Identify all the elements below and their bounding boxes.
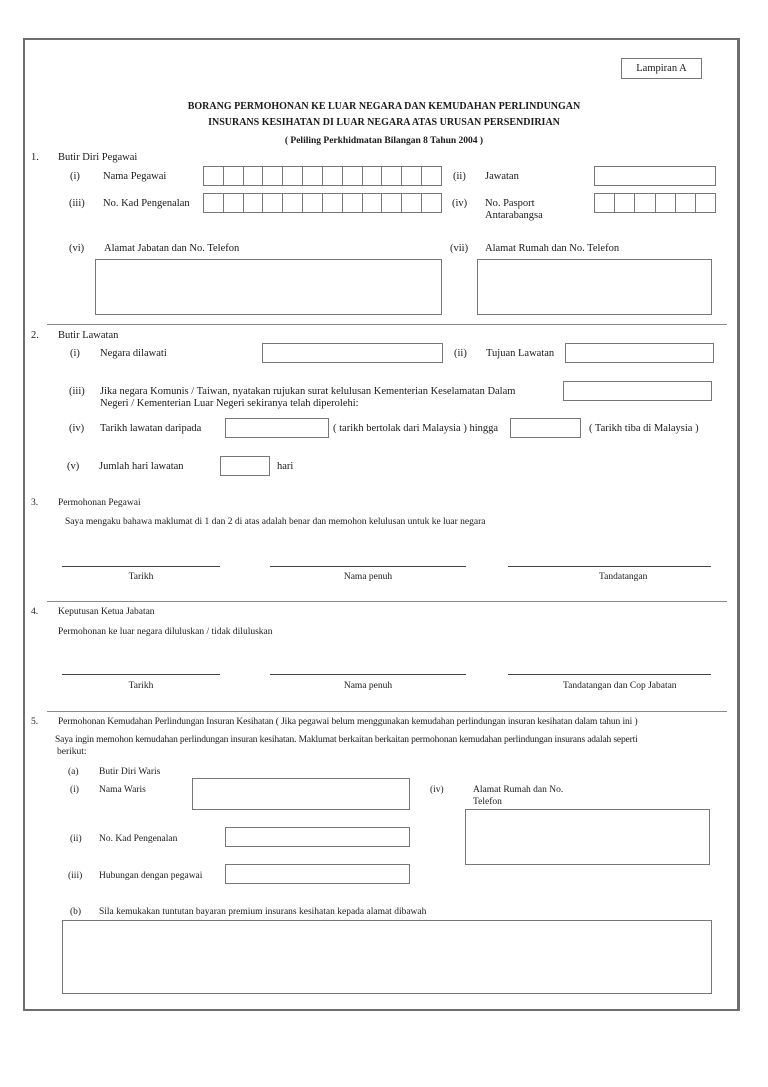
s2-i-num: (i) xyxy=(70,348,80,359)
s2-negara-label: Negara dilawati xyxy=(100,348,167,359)
s5-butir-waris-label: Butir Diri Waris xyxy=(99,767,161,777)
s1-iv-num: (iv) xyxy=(452,198,468,209)
s2-hari-unit: hari xyxy=(277,461,294,472)
char-cell[interactable] xyxy=(656,194,676,212)
form-title-line2: INSURANS KESIHATAN DI LUAR NEGARA ATAS URUSAN PERSENDIRIAN xyxy=(208,117,560,128)
s1-ii-num: (ii) xyxy=(453,171,466,182)
s5-iv-num: (iv) xyxy=(430,785,444,795)
lampiran-label: Lampiran A xyxy=(636,63,687,74)
lampiran-badge xyxy=(621,58,702,79)
form-title-line1: BORANG PERMOHONAN KE LUAR NEGARA DAN KEMUDAHAN PERLINDUNGAN xyxy=(187,101,581,112)
s5-kad-label: No. Kad Pengenalan xyxy=(99,834,178,844)
jawatan-field[interactable] xyxy=(594,166,716,186)
section2-heading: Butir Lawatan xyxy=(58,330,119,341)
form-subtitle: ( Peliling Perkhidmatan Bilangan 8 Tahun 2004 ) xyxy=(284,136,484,146)
s1-vii-num: (vii) xyxy=(450,243,469,254)
s5-alamat-label-1: Alamat Rumah dan No. xyxy=(473,785,564,795)
char-cell[interactable] xyxy=(244,194,264,212)
nama-waris-field[interactable] xyxy=(192,778,410,810)
char-cell[interactable] xyxy=(696,194,715,212)
s2-tiba-note: ( Tarikh tiba di Malaysia ) xyxy=(589,423,699,434)
section4-statement: Permohonan ke luar negara diluluskan / tidak diluluskan xyxy=(58,627,273,637)
s1-kad-pengenalan-label: No. Kad Pengenalan xyxy=(103,198,190,209)
char-cell[interactable] xyxy=(363,167,383,185)
char-cell[interactable] xyxy=(224,194,244,212)
s2-komunis-label-2: Negeri / Kementerian Luar Negeri sekiranya telah diperolehi: xyxy=(100,398,359,409)
jumlah-hari-field[interactable] xyxy=(220,456,270,476)
s4-tandatangan-label: Tandatangan dan Cop Jabatan xyxy=(563,681,677,691)
tarikh-tiba-field[interactable] xyxy=(510,418,581,438)
s1-alamat-jabatan-label: Alamat Jabatan dan No. Telefon xyxy=(104,243,240,254)
char-cell[interactable] xyxy=(363,194,383,212)
hubungan-field[interactable] xyxy=(225,864,410,884)
section1-heading: Butir Diri Pegawai xyxy=(58,152,138,163)
tandatangan-sign-line[interactable] xyxy=(508,566,711,567)
char-cell[interactable] xyxy=(323,167,343,185)
char-cell[interactable] xyxy=(402,194,422,212)
divider xyxy=(47,711,727,712)
s1-jawatan-label: Jawatan xyxy=(485,171,519,182)
alamat-tuntutan-field[interactable] xyxy=(62,920,712,994)
s4-nama-label: Nama penuh xyxy=(343,681,393,691)
char-cell[interactable] xyxy=(224,167,244,185)
s1-vi-num: (vi) xyxy=(69,243,85,254)
alamat-jabatan-field[interactable] xyxy=(95,259,442,315)
char-cell[interactable] xyxy=(204,194,224,212)
s1-pasport-label-2: Antarabangsa xyxy=(485,210,543,221)
char-cell[interactable] xyxy=(263,194,283,212)
s5-a-num: (a) xyxy=(68,767,79,777)
waris-kad-pengenalan-field[interactable] xyxy=(225,827,410,847)
s1-iii-num: (iii) xyxy=(69,198,85,209)
divider xyxy=(47,324,727,325)
s5-tuntutan-label: Sila kemukakan tuntutan bayaran premium insurans kesihatan kepada alamat dibawah xyxy=(99,907,427,917)
s2-tujuan-label: Tujuan Lawatan xyxy=(486,348,555,359)
s2-tarikh-label: Tarikh lawatan daripada xyxy=(100,423,202,434)
s3-tarikh-label: Tarikh xyxy=(128,572,154,582)
section4-number: 4. xyxy=(31,607,39,617)
char-cell[interactable] xyxy=(343,167,363,185)
section2-number: 2. xyxy=(31,330,39,341)
s4-tarikh-label: Tarikh xyxy=(128,681,154,691)
s1-pasport-label-1: No. Pasport xyxy=(485,198,535,209)
s2-ii-num: (ii) xyxy=(454,348,467,359)
nama-sign-line[interactable] xyxy=(270,566,466,567)
section5-number: 5. xyxy=(31,717,39,727)
s3-tandatangan-label: Tandatangan xyxy=(599,572,648,582)
nama-sign-line[interactable] xyxy=(270,674,466,675)
s2-iii-num: (iii) xyxy=(69,386,85,397)
s2-bertolak-note: ( tarikh bertolak dari Malaysia ) hingga xyxy=(333,423,499,434)
s1-i-num: (i) xyxy=(70,171,80,182)
s5-nama-waris-label: Nama Waris xyxy=(99,785,146,795)
char-cell[interactable] xyxy=(303,167,323,185)
section5-heading: Permohonan Kemudahan Perlindungan Insuran Kesihatan ( Jika pegawai belum menggunakan kemudahan perlindungan insuran kesihatan dalam tahun ini ) xyxy=(58,717,638,727)
char-cell[interactable] xyxy=(303,194,323,212)
char-cell[interactable] xyxy=(676,194,696,212)
rujukan-surat-field[interactable] xyxy=(563,381,712,401)
s5-hubungan-label: Hubungan dengan pegawai xyxy=(99,871,203,881)
char-cell[interactable] xyxy=(323,194,343,212)
tujuan-lawatan-field[interactable] xyxy=(565,343,714,363)
section3-heading: Permohonan Pegawai xyxy=(58,498,141,508)
char-cell[interactable] xyxy=(402,167,422,185)
char-cell[interactable] xyxy=(382,194,402,212)
char-cell[interactable] xyxy=(635,194,655,212)
section3-number: 3. xyxy=(31,498,39,508)
char-cell[interactable] xyxy=(615,194,635,212)
s1-nama-pegawai-label: Nama Pegawai xyxy=(103,171,167,182)
char-cell[interactable] xyxy=(263,167,283,185)
s2-jumlah-label: Jumlah hari lawatan xyxy=(99,461,184,472)
tarikh-sign-line[interactable] xyxy=(62,566,220,567)
char-cell[interactable] xyxy=(382,167,402,185)
pasport-cells[interactable] xyxy=(594,193,716,213)
s5-i-num: (i) xyxy=(70,785,79,795)
section5-statement-2: berikut: xyxy=(57,747,87,757)
alamat-rumah-field[interactable] xyxy=(477,259,712,315)
char-cell[interactable] xyxy=(244,167,264,185)
nama-pegawai-cells[interactable] xyxy=(203,166,442,186)
tarikh-sign-line[interactable] xyxy=(62,674,220,675)
char-cell[interactable] xyxy=(283,194,303,212)
s5-iii-num: (iii) xyxy=(68,871,83,881)
s5-b-num: (b) xyxy=(70,907,82,917)
char-cell[interactable] xyxy=(343,194,363,212)
s5-ii-num: (ii) xyxy=(70,834,82,844)
section4-heading: Keputusan Ketua Jabatan xyxy=(58,607,155,617)
section1-number: 1. xyxy=(31,152,39,163)
section5-statement-1: Saya ingin memohon kemudahan perlindungan insuran kesihatan. Maklumat berkaitan berkaitan permohonan kemudahan perlindungan insurans adalah seperti xyxy=(55,735,638,745)
char-cell[interactable] xyxy=(422,167,441,185)
negara-dilawati-field[interactable] xyxy=(262,343,443,363)
tarikh-bertolak-field[interactable] xyxy=(225,418,329,438)
char-cell[interactable] xyxy=(204,167,224,185)
s2-komunis-label-1: Jika negara Komunis / Taiwan, nyatakan rujukan surat kelulusan Kementerian Keselamatan Dalam xyxy=(100,386,516,397)
char-cell[interactable] xyxy=(283,167,303,185)
kad-pengenalan-cells[interactable] xyxy=(203,193,442,213)
tandatangan-cop-sign-line[interactable] xyxy=(508,674,711,675)
divider xyxy=(47,601,727,602)
char-cell[interactable] xyxy=(595,194,615,212)
s5-alamat-label-2: Telefon xyxy=(473,797,502,807)
s2-iv-num: (iv) xyxy=(69,423,85,434)
section3-statement: Saya mengaku bahawa maklumat di 1 dan 2 di atas adalah benar dan memohon kelulusan untuk ke luar negara xyxy=(65,517,486,527)
char-cell[interactable] xyxy=(422,194,441,212)
s3-nama-label: Nama penuh xyxy=(343,572,393,582)
s1-alamat-rumah-label: Alamat Rumah dan No. Telefon xyxy=(485,243,620,254)
waris-alamat-field[interactable] xyxy=(465,809,710,865)
s2-v-num: (v) xyxy=(67,461,80,472)
